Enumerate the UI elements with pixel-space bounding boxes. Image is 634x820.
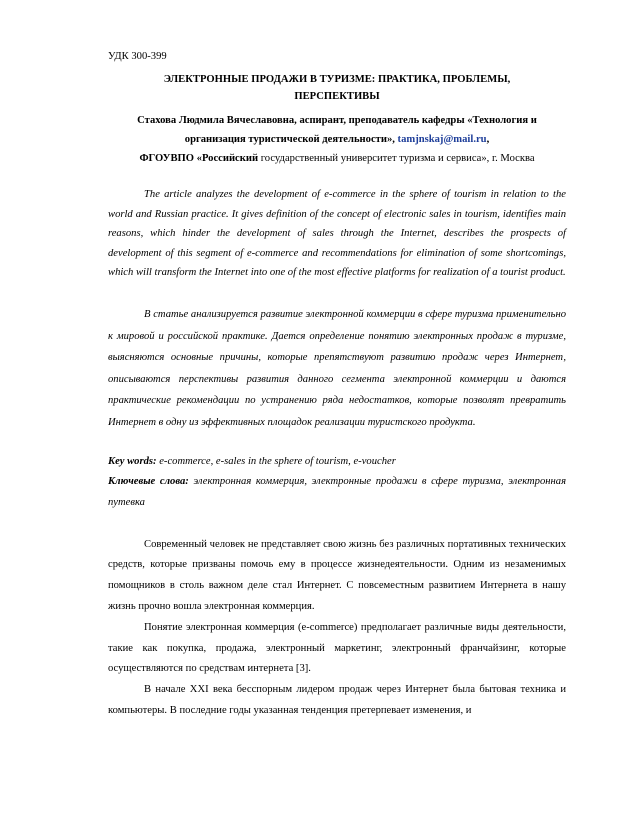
body-paragraph-2: Понятие электронная коммерция (e-commerce) предполагает различные виды деятельности, такие как покупка, продажа, электронный маркетинг, электронный франчайзинг, которые осуществляются по средствам интернета [3]. [108, 621, 566, 675]
title-line-2: ПЕРСПЕКТИВЫ [294, 91, 380, 102]
keywords-russian-label: Ключевые слова: [108, 475, 189, 487]
article-title [108, 71, 566, 105]
author-email-link[interactable]: tamjnskaj@mail.ru [397, 134, 487, 145]
author-line-1: Стахова Людмила Вячеславовна, аспирант, преподаватель кафедры «Технология и [137, 115, 537, 126]
affiliation-rest: государственный университет туризма и сервиса», г. Москва [258, 153, 535, 164]
abstract-russian: В статье анализируется развитие электронной коммерции в сфере туризма применительно к мировой и российской практике. Дается определение понятию электронных продаж в туризме, выясняются основные причины, которые препятствуют развитию продаж через Интернет, описываются перспективы развития данного сегмента электронной коммерции и даются практические рекомендации по устранению ряда недостатков, которые позволят превратить Интернет в одну из эффективных площадок реализации туристского продукта. [108, 308, 566, 428]
author-info [108, 111, 566, 149]
keywords-russian-text: электронная коммерция, электронные продажи в сфере туризма, электронная путевка [108, 475, 566, 509]
author-line-2-end: , [486, 134, 490, 145]
article-page [108, 50, 566, 722]
body-paragraph-1: Современный человек не представляет свою жизнь без различных портативных технических средств, которые призваны помочь ему в процессе жизнедеятельности. Одним из незаменимых помощников в столь важном деле стал Интернет. С повсеместным развитием Интернета в нашу жизнь прочно вошла электронная коммерция. [108, 538, 566, 612]
affiliation [108, 149, 566, 168]
keywords-english [108, 453, 566, 471]
body-paragraph-3: В начале XXI века бесспорным лидером продаж через Интернет была бытовая техника и компьютеры. В последние годы указанная тенденция претерпевает изменения, и [108, 684, 566, 716]
affiliation-bold: ФГОУВПО «Российский [139, 153, 259, 164]
keywords-english-text: e-commerce, e-sales in the sphere of tourism, e-voucher [156, 455, 396, 467]
abstract-english: The article analyzes the development of e-commerce in the sphere of tourism in relation to the world and Russian practice. It gives definition of the concept of electronic sales in tourism, identifies main reasons, which hinder the development of sales through the Internet, describes the prospects of development of this segment of e-commerce and recommendations for elimination of some shortcomings, which will transform the Internet into one of the most effective platforms for realization of a tourist product. [108, 189, 566, 279]
title-line-1: ЭЛЕКТРОННЫЕ ПРОДАЖИ В ТУРИЗМЕ: ПРАКТИКА, ПРОБЛЕМЫ, [163, 74, 511, 85]
keywords-english-label: Key words: [108, 455, 157, 467]
author-line-2: организация туристической деятельности», [184, 134, 398, 145]
udk-code: УДК 300-399 [108, 51, 167, 62]
keywords-russian [108, 471, 566, 514]
